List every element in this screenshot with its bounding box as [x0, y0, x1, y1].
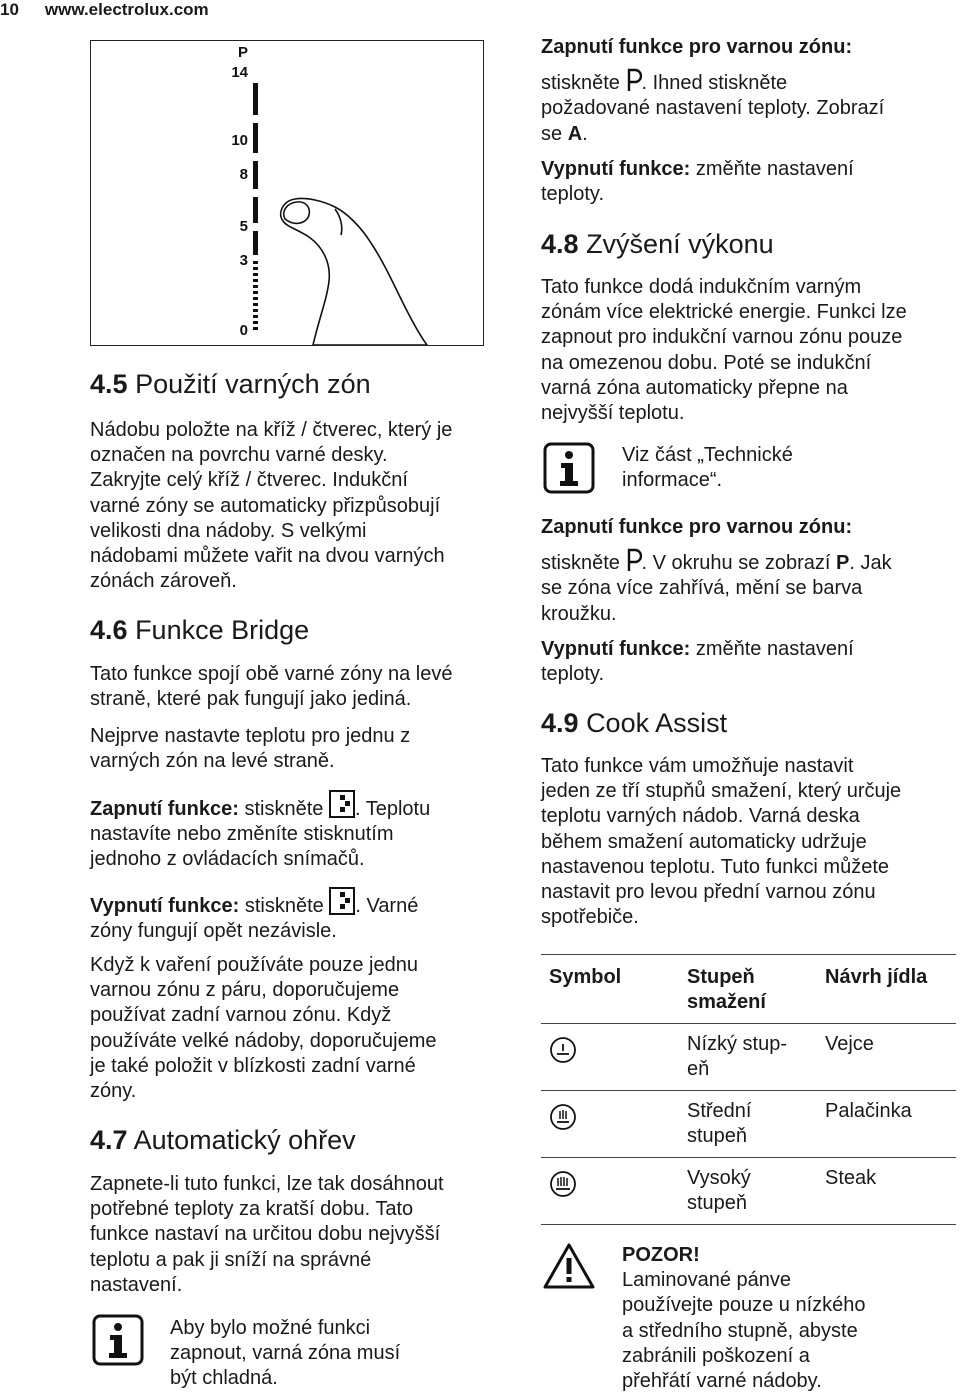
scale-label-10: 10 [231, 132, 248, 149]
warning-icon [543, 1242, 595, 1295]
heading-4-9: 4.9 Cook Assist [541, 708, 728, 738]
table-row: Střední stupeň Palačinka [541, 1091, 956, 1157]
cook-zone-on-top: Zapnutí funkce pro varnou zónu: stiskněte . Ihned stiskněte požadované nastavení teploty. Zobrazí se A. Vypnutí funkce: změňte nastavení teploty. [541, 36, 885, 206]
p-icon [626, 68, 642, 92]
section-4-9 [541, 707, 956, 739]
header-symbol: Symbol [549, 966, 622, 988]
scale-label-8: 8 [239, 166, 248, 183]
table-row: Nízký stup- eň Vejce [541, 1024, 956, 1090]
high-fry-icon [549, 1170, 577, 1198]
info-note-4-7: Aby bylo možné funkci zapnout, varná zóna musí být chladná. [170, 1317, 401, 1390]
boost-on-instruction: Zapnutí funkce pro varnou zónu: stiskněte . V okruhu se zobrazí P. Jak se zóna více zahřívá, mění se barva kroužku. Vypnutí funkce: změňte nastavení teploty. [541, 516, 892, 686]
warning-note: POZOR! Laminované pánve používejte pouze u nízkého a středního stupně, abyste zabránili poškození a přehřátí varné nádoby. [622, 1244, 866, 1393]
section-4-8 [541, 228, 956, 260]
para-4-6-c: Když k vaření používáte pouze jednu varnou zónu z páru, doporučujeme používat zadní varnou zónu. Když používáte velké nádoby, doporučujeme je také položit v blízkosti zadní varné zóny. [90, 954, 437, 1103]
section-4-5 [90, 368, 520, 400]
p-icon [626, 548, 642, 572]
heading-4-8: 4.8 Zvýšení výkonu [541, 229, 774, 259]
table-row: Vysoký stupeň Steak [541, 1158, 956, 1224]
heading-4-5: 4.5 Použití varných zón [90, 369, 371, 399]
slider-scale [253, 83, 258, 330]
bridge-off-instruction: Vypnutí funkce: stiskněte . Varné zóny fungují opět nezávisle. [90, 887, 520, 944]
para-4-7: Zapnete-li tuto funkci, lze tak dosáhnout potřebné teploty za kratší dobu. Tato funkce nastaví na určitou dobu nejvyšší teplotu a pak ji sníží na správné nastavení. [90, 1173, 444, 1296]
low-fry-icon [549, 1036, 577, 1064]
website: www.electrolux.com [44, 0, 209, 19]
para-4-8: Tato funkce dodá indukčním varným zónám více elektrické energie. Funkci lze zapnout pro indukční varnou zónu pouze na omezenou dobu. Poté se indukční varná zóna automaticky přepne na nejvyšší teplotu. [541, 276, 907, 425]
bridge-icon [329, 790, 355, 818]
medium-fry-icon [549, 1103, 577, 1131]
scale-label-3: 3 [239, 252, 248, 269]
header-food: Návrh jídla [825, 966, 928, 988]
finger-icon [281, 198, 427, 345]
section-4-7 [90, 1124, 520, 1156]
heading-4-6: 4.6 Funkce Bridge [90, 615, 310, 645]
para-4-6-a: Tato funkce spojí obě varné zóny na levé straně, které pak fungují jako jediná. [90, 663, 453, 711]
info-icon [543, 442, 595, 499]
finger-slider-drawing [91, 41, 483, 345]
scale-label-5: 5 [239, 218, 248, 235]
page-number: 10 [0, 0, 19, 19]
cook-assist-table [541, 954, 956, 1225]
bridge-icon [329, 887, 355, 915]
section-4-6 [90, 614, 520, 646]
page-header [0, 0, 209, 20]
para-4-9: Tato funkce vám umožňuje nastavit jeden ze tří stupňů smažení, který určuje teplotu varných nádob. Varná deska během smažení automaticky udržuje nastavenou teplotu. Tuto funkci můžete nastavit pro levou přední varnou zónu spotřebiče. [541, 755, 902, 929]
scale-label-0: 0 [239, 322, 248, 339]
scale-label-14: 14 [231, 64, 248, 81]
table-header-row [541, 955, 956, 1023]
info-note-4-8: Viz část „Technické informace“. [622, 444, 793, 492]
para-4-6-b: Nejprve nastavte teplotu pro jednu z varných zón na levé straně. [90, 725, 411, 773]
header-level: Stupeň smažení [687, 966, 766, 1014]
heading-4-7: 4.7 Automatický ohřev [90, 1125, 356, 1155]
para-4-5: Nádobu položte na kříž / čtverec, který je označen na povrchu varné desky. Zakryjte celý kříž / čtverec. Indukční varné zóny se automaticky přizpůsobují velikosti dna nádoby. S velkými nádobami můžete vařit na dvou varných zónách zároveň. [90, 419, 453, 593]
scale-label-p: P [237, 44, 248, 61]
info-icon [92, 1314, 144, 1371]
bridge-on-instruction: Zapnutí funkce: stiskněte . Teplotu nastavíte nebo změníte stisknutím jednoho z ovládacích snímačů. [90, 790, 520, 873]
slider-illustration [90, 40, 484, 346]
